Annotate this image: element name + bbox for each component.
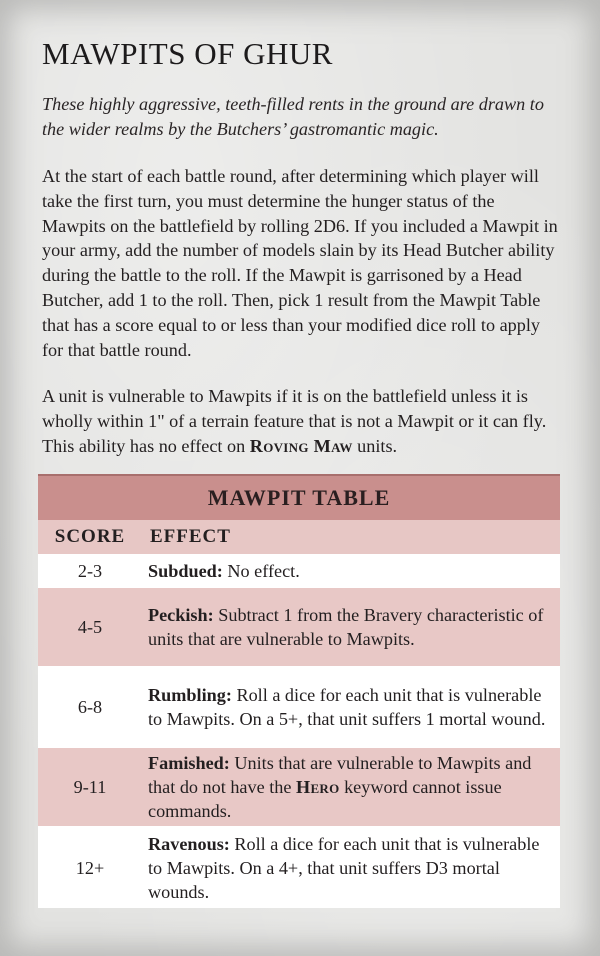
vulnerable-rule-suffix: units. [352,435,398,456]
table-title: MAWPIT TABLE [38,474,560,520]
score-cell: 12+ [75,857,105,878]
mawpit-table [38,474,560,908]
effect-text: Subtract 1 from the Bravery characteristic of units that are vulnerable to Mawpits. [148,605,544,649]
score-header: SCORE [54,526,126,547]
effect-text: Roll a dice for each unit that is vulnerable to Mawpits. On a 5+, that unit suffers 1 mortal wound. [148,685,546,729]
effect-name: Ravenous: [148,834,230,854]
effect-name: Rumbling: [148,685,232,705]
effect-cell [142,748,560,826]
table-row [38,554,560,586]
flavor-text: These highly aggressive, teeth-filled rents in the ground are drawn to the wider realms by the Butchers’ gastromantic magic. [42,94,544,139]
effect-cell [142,600,560,654]
effect-name: Subdued: [148,561,223,581]
hero-keyword: Hero [296,777,340,797]
score-cell: 4-5 [77,616,103,637]
effect-text: Roll a dice for each unit that is vulnerable to Mawpits. On a 4+, that unit suffers D3 mortal wounds. [148,834,540,902]
effect-text: keyword cannot issue commands. [148,777,502,821]
card-text-area [42,34,562,459]
rules-text: At the start of each battle round, after determining which player will take the first turn, you must determine the hunger status of the Mawpits on the battlefield by rolling 2D6. If you included a Mawpit in your army, add the number of models slain by its Head Butcher ability during the battle to the roll. If the Mawpit is garrisoned by a Head Butcher, add 1 to the roll. Then, pick 1 result from the Mawpit Table that has a score equal to or less than your modified dice roll to apply for that battle round. [42,166,558,360]
effect-cell [142,680,560,734]
table-row [38,826,560,908]
effect-cell [142,829,560,907]
effect-name: Famished: [148,753,230,773]
table-row [38,666,560,746]
effect-cell [142,556,560,586]
roving-maw-keyword: Roving Maw [249,435,353,456]
effect-text: No effect. [222,561,300,581]
effect-header: EFFECT [150,526,231,547]
table-row [38,746,560,826]
score-cell: 2-3 [77,560,103,581]
score-cell: 6-8 [77,696,103,717]
table-row [38,586,560,666]
page-title: MAWPITS OF GHUR [42,36,333,71]
effect-text: Units that are vulnerable to Mawpits and that do not have the [148,753,532,797]
vulnerable-rule [42,384,562,458]
effect-name: Peckish: [148,605,214,625]
vulnerable-rule-text: A unit is vulnerable to Mawpits if it is on the battlefield unless it is wholly within 1" of a terrain feature that is not a Mawpit or it can fly. This ability has no effect on [42,386,547,456]
score-cell: 9-11 [73,776,107,797]
table-header [38,520,560,554]
